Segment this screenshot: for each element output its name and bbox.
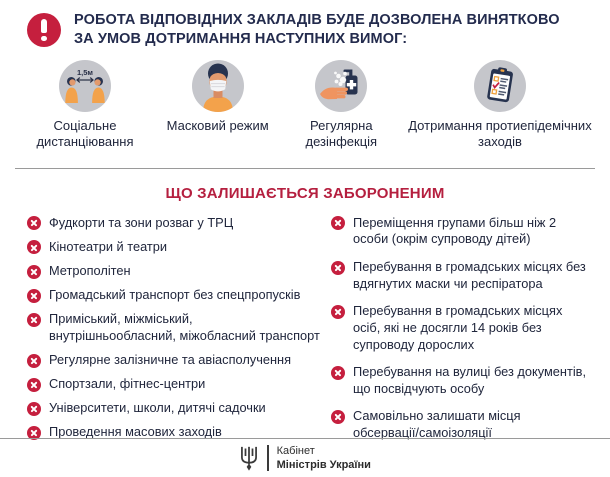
header-title [74, 11, 560, 50]
cross-icon [27, 289, 41, 303]
mask-icon [192, 60, 244, 112]
section-divider [15, 168, 595, 169]
list-item-text: Громадський транспорт без спецпропусків [49, 287, 301, 303]
list-item [27, 352, 322, 369]
trident-icon [239, 445, 259, 472]
list-item-text: Спортзали, фітнес-центри [49, 376, 206, 392]
prohibited-list-right [331, 215, 589, 453]
header-title-line1: РОБОТА ВІДПОВІДНИХ ЗАКЛАДІВ БУДЕ ДОЗВОЛЕНА ВИНЯТКОВО [74, 12, 560, 28]
cross-icon [331, 305, 345, 319]
requirement-label: Соціальне дистанціювання [36, 117, 134, 150]
distance-label: 1,5м [77, 67, 93, 77]
cross-icon [331, 366, 345, 380]
header [0, 0, 610, 50]
list-item [27, 287, 322, 304]
list-item-text: Проведення масових заходів [49, 424, 222, 440]
cross-icon [27, 216, 41, 230]
header-title-line2: ЗА УМОВ ДОТРИМАННЯ НАСТУПНИХ ВИМОГ: [74, 31, 408, 48]
list-item-text: Перебування в громадських місцях осіб, які не досягли 14 років без супроводу дорослих [353, 303, 563, 352]
list-item [331, 259, 589, 292]
list-item [331, 364, 589, 397]
requirement-disinfection [277, 60, 405, 151]
list-item [331, 303, 589, 353]
requirement-social-distancing [12, 60, 158, 151]
prohibited-section-title: ЩО ЗАЛИШАЄТЬСЯ ЗАБОРОНЕНИМ [165, 184, 445, 202]
list-item [27, 376, 322, 393]
footer-org-name [277, 444, 371, 473]
cross-icon [27, 313, 41, 327]
cross-icon [331, 216, 345, 230]
footer-org-line1: Кабінет [276, 444, 315, 457]
list-item [27, 311, 322, 344]
requirement-label: Регулярна дезінфекція [305, 117, 378, 150]
cross-icon [27, 402, 41, 416]
list-item-text: Перебування на вулиці без документів, що посвідчують особу [353, 364, 587, 396]
list-item-text: Фудкорти та зони розваг у ТРЦ [49, 214, 234, 230]
list-item-text: Метрополітен [49, 263, 131, 279]
list-item-text: Кінотеатри й театри [49, 238, 168, 254]
footer-org-line2: Міністрів України [276, 459, 371, 471]
footer [0, 438, 610, 477]
disinfection-icon [315, 60, 367, 112]
list-item-text: Університети, школи, дитячі садочки [49, 400, 266, 416]
social-distancing-icon [59, 60, 111, 112]
list-item-text: Приміський, міжміський, внутрішньообласний, міжобласний транспорт [49, 311, 320, 343]
cross-icon [331, 410, 345, 424]
requirement-mask [159, 60, 277, 151]
prohibited-list-left [27, 215, 322, 453]
cross-icon [27, 240, 41, 254]
list-item [27, 239, 322, 256]
list-item [27, 263, 322, 280]
list-item-text: Регулярне залізничне та авіасполучення [49, 352, 292, 368]
list-item [27, 215, 322, 232]
cross-icon [331, 261, 345, 275]
list-item-text: Перебування в громадських місцях без вдягнутих маски чи респіратора [353, 259, 586, 291]
list-item [27, 400, 322, 417]
requirement-label: Масковий режим [166, 117, 269, 133]
exclamation-icon [27, 13, 61, 47]
checklist-icon [474, 60, 526, 112]
list-item-text: Самовільно залишати місця обсервації/самоізоляції [353, 408, 521, 441]
list-item [331, 215, 589, 248]
list-item [331, 408, 589, 441]
prohibited-lists [0, 215, 610, 453]
cross-icon [27, 265, 41, 279]
list-item-text: Переміщення групами більш ніж 2 особи (окрім супроводу дітей) [353, 214, 557, 247]
cross-icon [27, 354, 41, 368]
requirement-label: Дотримання протиепідемічних заходів [408, 117, 592, 150]
requirements-row [0, 50, 610, 151]
requirement-antiepidemic [406, 60, 594, 151]
footer-separator [267, 445, 269, 471]
cross-icon [27, 378, 41, 392]
